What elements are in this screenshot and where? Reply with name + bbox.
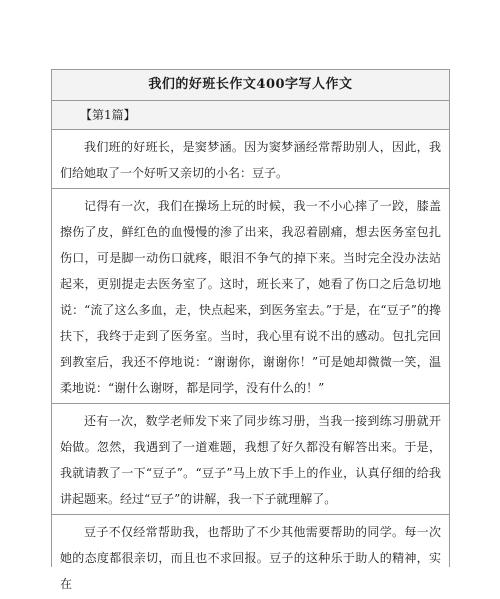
paragraph-1: 我们班的好班长，是窦梦涵。因为窦梦涵经常帮助别人，因此，我们给她取了一个好听又亲切的小名：豆子。 xyxy=(52,130,449,189)
paragraph-4: 豆子不仅经常帮助我，也帮助了不少其他需要帮助的同学。每一次她的态度都很亲切，而且也不求回报。豆子的这种乐于助人的精神，实在 xyxy=(60,525,441,591)
paragraph-3: 还有一次，数学老师发下来了同步练习册，当我一接到练习册就开始做。忽然，我遇到了一道难题，我想了好久都没有解答出来。于是，我就请教了一下“豆子”。“豆子”马上放下手上的作业，认真仔细的给我讲起题来。经过“豆子”的讲解，我一下子就理解了。 xyxy=(52,404,449,515)
document-table xyxy=(51,69,450,591)
document-title: 我们的好班长作文400字写人作文 xyxy=(52,70,449,101)
paragraph-2: 记得有一次，我们在操场上玩的时候，我一不小心摔了一跤，膝盖擦伤了皮，鲜红色的血慢慢的渗了出来，我忍着剧痛，想去医务室包扎伤口，可是脚一动伤口就疼，眼泪不争气的掉下来。当时完全没办法站起来，更别提走去医务室了。这时，班长来了，她看了伤口之后急切地说：“流了这么多血，走，快点起来，到医务室去。”于是，在“豆子”的搀扶下，我终于走到了医务室。当时，我心里有说不出的感动。包扎完回到教室后，我还不停地说：“谢谢你，谢谢你！”可是她却微微一笑，温柔地说：“谢什么谢呀，都是同学，没有什么的！” xyxy=(52,189,449,404)
section-label: 【第1篇】 xyxy=(52,101,449,130)
